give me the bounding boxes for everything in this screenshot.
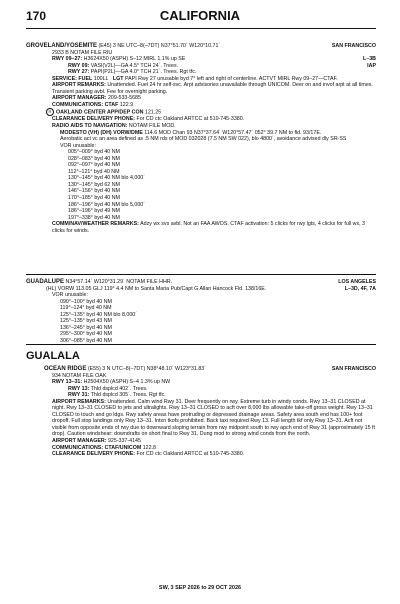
clearance-delivery: CLEARANCE DELIVERY PHONE: For CD ctc Oakland ARTCC at 510-745-3380. bbox=[52, 451, 245, 458]
vor-unusable-item: 092°–097° byd 40 NM bbox=[68, 162, 120, 169]
vor-unusable-item: 112°–121° byd 40 NM bbox=[68, 168, 120, 175]
vor-unusable-item: 130°–145° byd 62 NM bbox=[68, 181, 120, 188]
vor-unusable-item: 125°–135° byd 43 NM bbox=[60, 318, 112, 325]
navaid-name: GUADALUPE bbox=[26, 279, 65, 285]
vor-line: MODESTO (VH) (DH) VORW/DME 114.6 MOD Chan 93 N37°37.64´ W120°57.47´ 052° 39.7 NM to fld. 93/17E. bbox=[60, 129, 322, 136]
radar-symbol-icon: R bbox=[46, 108, 54, 116]
page-footer: SW, 3 SEP 2026 to 29 OCT 2026 bbox=[158, 585, 242, 591]
airport-remarks: AIRPORT REMARKS: Unattended. Fuel 24 hr self-svc. Arpt advisories unavailable through UNICOM. Deer on and invof arpt at all times. Transient parking avbl. Fee for overnight parking. bbox=[52, 82, 373, 95]
groveland-chart-l3b: L–3B bbox=[363, 56, 376, 62]
runway-13-line: RWY 13: Thld dsplcd 402´. Trees. bbox=[68, 385, 148, 392]
vor-unusable-title: VOR unusable: bbox=[60, 142, 96, 149]
groveland-region: SAN FRANCISCO bbox=[331, 43, 376, 49]
ocean-ridge-region: SAN FRANCISCO bbox=[331, 366, 376, 372]
service-line: SERVICE: FUEL 100LL LGT PAPI Rwy 27 unusable byd 7° left and right of centerline. ACTVT MIRL Rwy 09–27—CTAF. bbox=[52, 75, 338, 82]
vor-unusable-item: 136°–245° byd 40 NM bbox=[60, 324, 112, 331]
airport-id-info: (E45) 3 NE UTC–8(–7DT) N37°51.70´ W120°10.71´ bbox=[98, 43, 221, 49]
guadalupe-vor-line: (HL) VORW 113.05 GLJ 119° 4.4 NM to Santa Maria Pub/Capt G Allan Hancock Fld. 138/16E. bbox=[46, 285, 267, 292]
vor-unusable-item: 028°–083° byd 40 NM bbox=[68, 155, 120, 162]
vor-unusable-item: 197°–338° byd 40 NM bbox=[68, 214, 120, 221]
airport-manager: AIRPORT MANAGER: 209-533-5685 bbox=[52, 95, 141, 102]
comm-nav-weather-remarks: COMM/NAV/WEATHER REMARKS: Adzy wx svs avbl. Not an FAA AWOS. CTAF activation: 5 clicks for rwy lgts, 4 clicks for full wx, 3 clicks for winds. bbox=[52, 221, 365, 234]
navaid-info: N34°57.14´ W120°31.29´ NOTAM FILE HHR. bbox=[65, 279, 173, 285]
clearance-delivery: CLEARANCE DELIVERY PHONE: For CD ctc Oakland ARTCC at 510-745-3380. bbox=[52, 116, 245, 123]
airport-name: GROVELAND/YOSEMITE bbox=[26, 43, 98, 49]
guadalupe-chart: L–3D, 4F, 7A bbox=[344, 285, 376, 292]
city-title: GUALALA bbox=[26, 350, 80, 362]
runway-27-line: RWY 27: PAPI(P2L)—GA 4.0° TCH 21´. Trees. Rgt tfc. bbox=[68, 69, 197, 76]
vor-unusable-item: 130°–145° byd 40 NM blo 4,000´ bbox=[68, 175, 145, 182]
vor-unusable-item: 119°–124° byd 40 NM bbox=[60, 305, 112, 312]
vor-unusable-item: 186°–196° byd 49 NM bbox=[68, 208, 120, 215]
runway-line: RWY 09–27: H3624X50 (ASPH) S–12 MIRL 1.1% up SE bbox=[52, 56, 186, 63]
groveland-elev-line: 2933 B NOTAM FILE RIU bbox=[52, 49, 113, 56]
oakland-center-line: R OAKLAND CENTER APP/DEP CON 121.25 bbox=[26, 108, 376, 116]
communications: COMMUNICATIONS: CTAF/UNICOM 122.8 bbox=[52, 444, 156, 451]
guadalupe-entry bbox=[26, 279, 376, 344]
page-number: 170 bbox=[26, 9, 47, 23]
vor-unusable-item: 306°–085° byd 40 NM bbox=[60, 337, 112, 344]
vor-unusable-item: 146°–156° byd 40 NM bbox=[68, 188, 120, 195]
city-divider bbox=[26, 344, 376, 345]
communications: COMMUNICATIONS: CTAF 122.9 bbox=[52, 101, 134, 108]
section-divider bbox=[26, 274, 376, 275]
groveland-chart-iap: IAP bbox=[367, 62, 376, 69]
airport-name: OCEAN RIDGE bbox=[44, 366, 87, 372]
vor-unusable-item: 005°–009° byd 40 NM bbox=[68, 149, 120, 156]
vor-unusable-item: 170°–185° byd 40 NM bbox=[68, 195, 120, 202]
ocean-ridge-elev-line: 934 NOTAM FILE OAK bbox=[52, 372, 107, 379]
runway-line: RWY 13–31: H2504X50 (ASPH) S–4 1.3% up NW bbox=[52, 379, 171, 386]
vor-unusable-item: 295°–300° byd 40 NM bbox=[60, 331, 112, 338]
page-header bbox=[0, 6, 400, 28]
vor-unusable-item: 090°–100° byd 40 NM bbox=[60, 298, 112, 305]
vor-unusable-title: VOR unusable: bbox=[52, 292, 88, 299]
vor-unusable-item: 186°–196° byd 40 NM blo 5,000´ bbox=[68, 201, 145, 208]
ocean-ridge-entry bbox=[26, 366, 376, 458]
runway-31-line: RWY 31: Thld dsplcd 305´. Trees. Rgt tfc. bbox=[68, 392, 166, 399]
airport-manager: AIRPORT MANAGER: 925-337-4145 bbox=[52, 438, 141, 445]
state-title: CALIFORNIA bbox=[159, 8, 241, 23]
airport-id-info: (E55) 3 N UTC–8(–7DT) N38°48.10´ W123°31.83´ bbox=[87, 366, 206, 372]
header-rule bbox=[26, 28, 376, 29]
guadalupe-region: LOS ANGELES bbox=[338, 279, 376, 285]
vor-unusable-item: 125°–135° byd 40 NM blo 8,000´ bbox=[60, 311, 137, 318]
airport-remarks: AIRPORT REMARKS: Unattended. Calm wind Rwy 31. Deer frequently on rwy. Extreme turb in windy conds. Rwy 13–31 CLOSED at night. Rwy 13–31 CLOSED to jets and ultralights. Rwy 13–31 CLOSED to acft over 8,000 lbs allowable take-off gross weight. Rwy 13–31 CLOSED to touch and go ldgs. Rwy safety areas have protruding or depressed drainage areas. Safety area south end has 100+ foot dropoff. Full stop landings only Rwy 13–31. Intxn tkofs prohibited. Back taxi required Rwy 13. Full length tkf only Rwy 13–31. Acft not visible from opposite ends of rwy due to downward sloping terrain from rwy midpoint south to rwy apch end of Rwy 31 (approximately 15 ft drop). Caution windshear: downdrafts on short final to Rwy 31. Dung mod to strong wind conds from the north. bbox=[52, 398, 375, 438]
runway-09-line: RWY 09: VASI(V2L)—GA 4.5° TCH 24´. Trees. bbox=[68, 62, 179, 69]
groveland-entry bbox=[26, 43, 376, 234]
vor-remark: Aerobatic act vc an area defined as .5 NM rds of MOD 032028 (7.5 NM SW 022), blo 4800´, avoidance advised dly SR-SS bbox=[60, 136, 347, 143]
radio-aids: RADIO AIDS TO NAVIGATION: NOTAM FILE MOD. bbox=[52, 123, 176, 130]
